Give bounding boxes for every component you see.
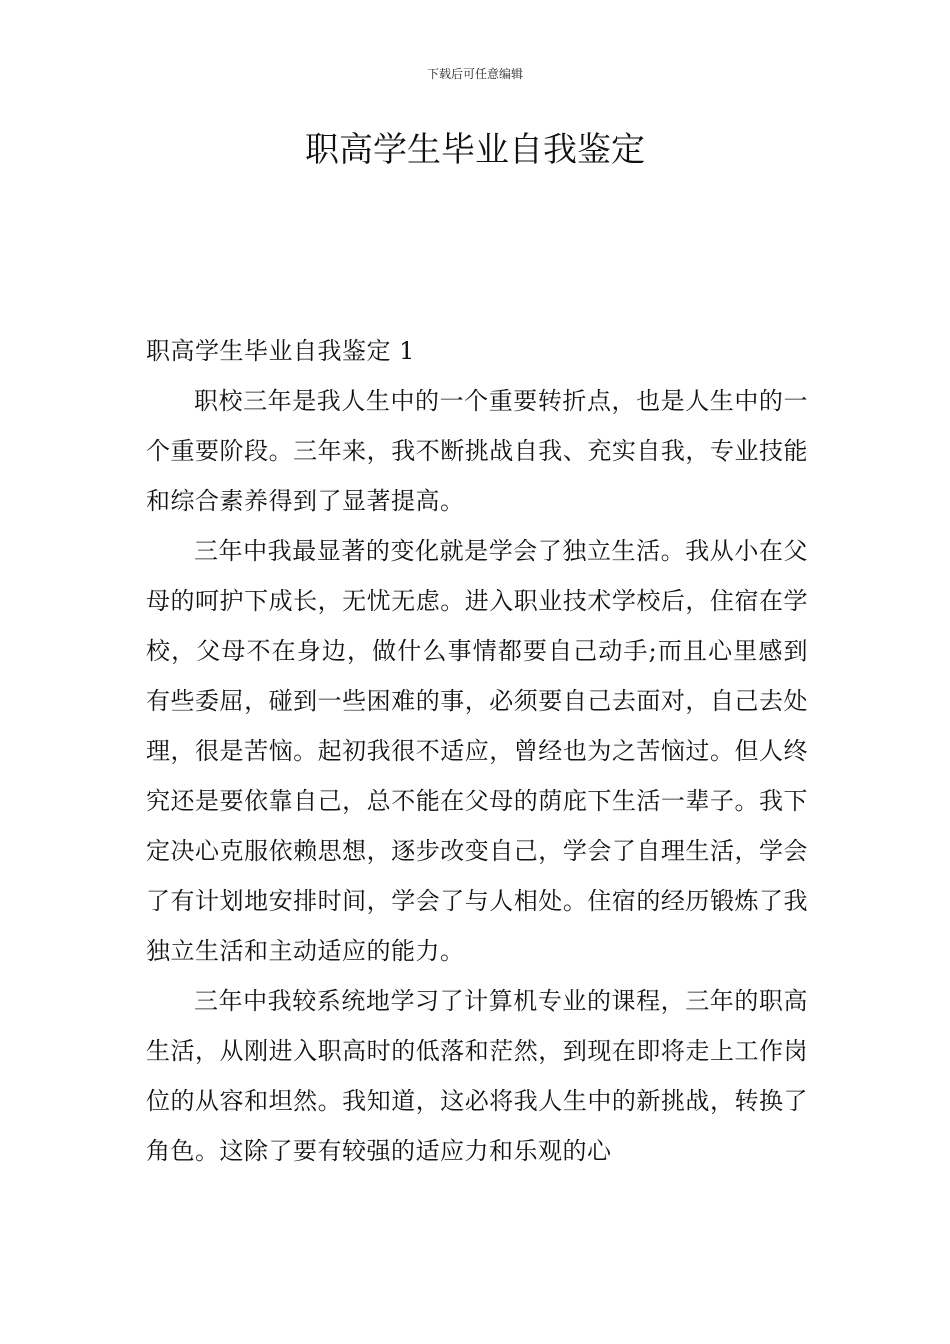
section-heading: 职高学生毕业自我鉴定 1 — [146, 337, 415, 365]
document-title: 职高学生毕业自我鉴定 — [305, 130, 645, 170]
header-note: 下载后可任意编辑 — [426, 67, 523, 81]
document-body — [146, 326, 808, 1176]
paragraph-1: 职校三年是我人生中的一个重要转折点，也是人生中的一个重要阶段。三年来，我不断挑战自我、充实自我，专业技能和综合素养得到了显著提高。 — [146, 387, 808, 515]
paragraph-2: 三年中我最显著的变化就是学会了独立生活。我从小在父母的呵护下成长，无忧无虑。进入职业技术学校后，住宿在学校，父母不在身边，做什么事情都要自己动手;而且心里感到有些委屈，碰到一些困难的事，必须要自己去面对，自己去处理，很是苦恼。起初我很不适应，曾经也为之苦恼过。但人终究还是要依靠自己，总不能在父母的荫庇下生活一辈子。我下定决心克服依赖思想，逐步改变自己，学会了自理生活，学会了有计划地安排时间，学会了与人相处。住宿的经历锻炼了我独立生活和主动适应的能力。 — [146, 537, 808, 965]
paragraph-3: 三年中我较系统地学习了计算机专业的课程，三年的职高生活，从刚进入职高时的低落和茫然，到现在即将走上工作岗位的从容和坦然。我知道，这必将我人生中的新挑战，转换了角色。这除了要有较强的适应力和乐观的心 — [146, 987, 808, 1165]
